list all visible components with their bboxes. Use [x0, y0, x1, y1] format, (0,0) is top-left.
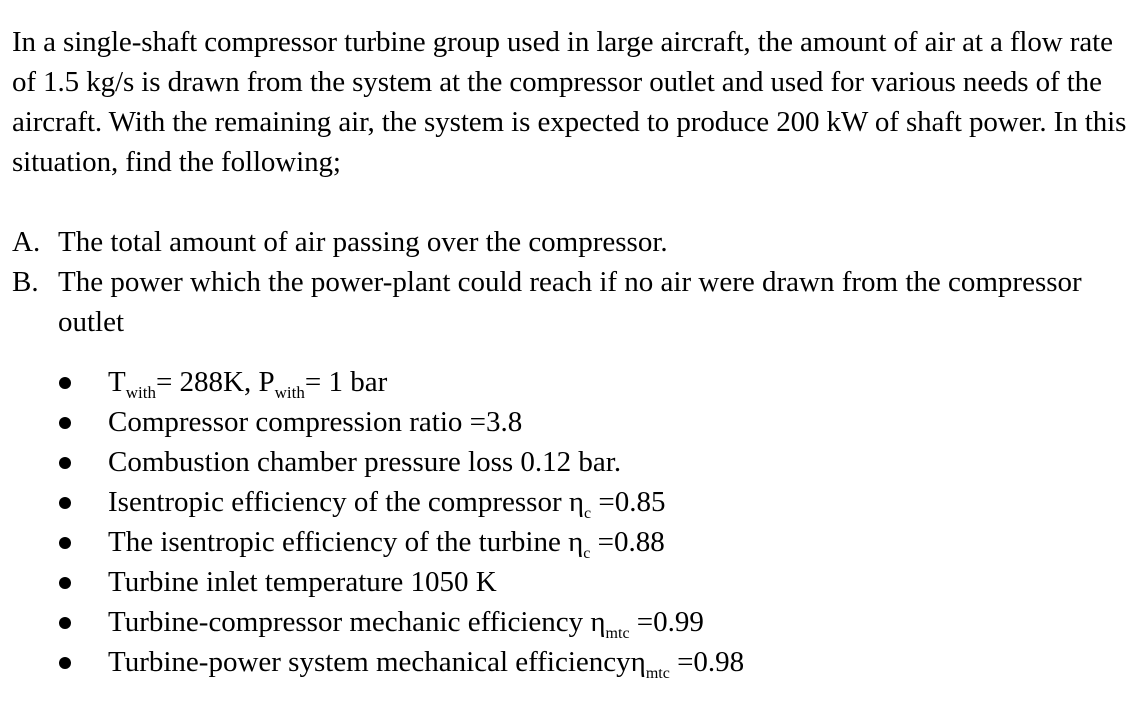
bullet-icon [59, 497, 71, 509]
bullet-icon [59, 657, 71, 669]
problem-statement: In a single-shaft compressor turbine group used in large aircraft, the amount of air at a flow rate of 1.5 kg/s is drawn from the system at the compressor outlet and used for various needs of the aircraft. With the remaining air, the system is expected to produce 200 kW of shaft power. In this situation, find the following; [12, 26, 1127, 178]
given-item-pressure-loss [12, 442, 1137, 482]
given-text: Isentropic efficiency of the compressor [108, 486, 569, 518]
eta-subscript: mtc [605, 625, 630, 642]
pressure-value: = 1 bar [304, 366, 388, 398]
pressure-subscript: with [274, 383, 305, 402]
bullet-icon [59, 457, 71, 469]
given-text: Turbine-power system mechanical efficiency [108, 646, 631, 678]
bullet-icon [59, 617, 71, 629]
eta-symbol: η [568, 526, 584, 558]
given-value: =0.98 [669, 646, 745, 678]
given-item-turbine-compressor-efficiency [12, 602, 1137, 642]
given-text: Turbine inlet temperature 1050 K [108, 566, 497, 598]
bullet-icon [59, 417, 71, 429]
eta-symbol: η [630, 646, 646, 678]
given-item-turbine-inlet-temperature [12, 562, 1137, 602]
given-value: =0.85 [591, 486, 666, 518]
document-page [12, 22, 1137, 711]
given-item-compression-ratio [12, 402, 1137, 442]
given-text: Compressor compression ratio =3.8 [108, 406, 523, 438]
given-item-power-system-efficiency [12, 642, 1137, 682]
given-value: =0.99 [629, 606, 704, 638]
temperature-symbol: T [108, 366, 126, 398]
given-text: Combustion chamber pressure loss 0.12 bar. [108, 446, 622, 478]
question-text: The total amount of air passing over the compressor. [58, 226, 668, 258]
temperature-value: = 288K, [155, 366, 259, 398]
given-item-turbine-efficiency [12, 522, 1137, 562]
bullet-icon [59, 577, 71, 589]
given-item-compressor-efficiency [12, 482, 1137, 522]
question-letter: A. [12, 226, 41, 258]
given-data-list [12, 362, 1137, 682]
bullet-icon [59, 377, 71, 389]
pressure-symbol: P [258, 366, 275, 398]
bullet-icon [59, 537, 71, 549]
question-b [12, 262, 1137, 342]
given-text: Turbine-compressor mechanic efficiency [108, 606, 591, 638]
eta-subscript: c [584, 505, 592, 522]
eta-symbol: η [568, 486, 585, 518]
question-text: The power which the power-plant could reach if no air were drawn from the compressor outlet [58, 266, 1082, 338]
eta-subscript: mtc [645, 665, 670, 682]
given-text: The isentropic efficiency of the turbine [108, 526, 569, 558]
question-a [12, 222, 1137, 262]
eta-symbol: η [590, 606, 606, 638]
question-letter: B. [12, 266, 39, 298]
paragraph-gap [12, 182, 1137, 222]
temperature-subscript: with [125, 383, 156, 402]
given-value: =0.88 [590, 526, 665, 558]
given-item-inlet-conditions [12, 362, 1137, 402]
question-list [12, 222, 1137, 342]
eta-subscript: c [583, 545, 591, 562]
